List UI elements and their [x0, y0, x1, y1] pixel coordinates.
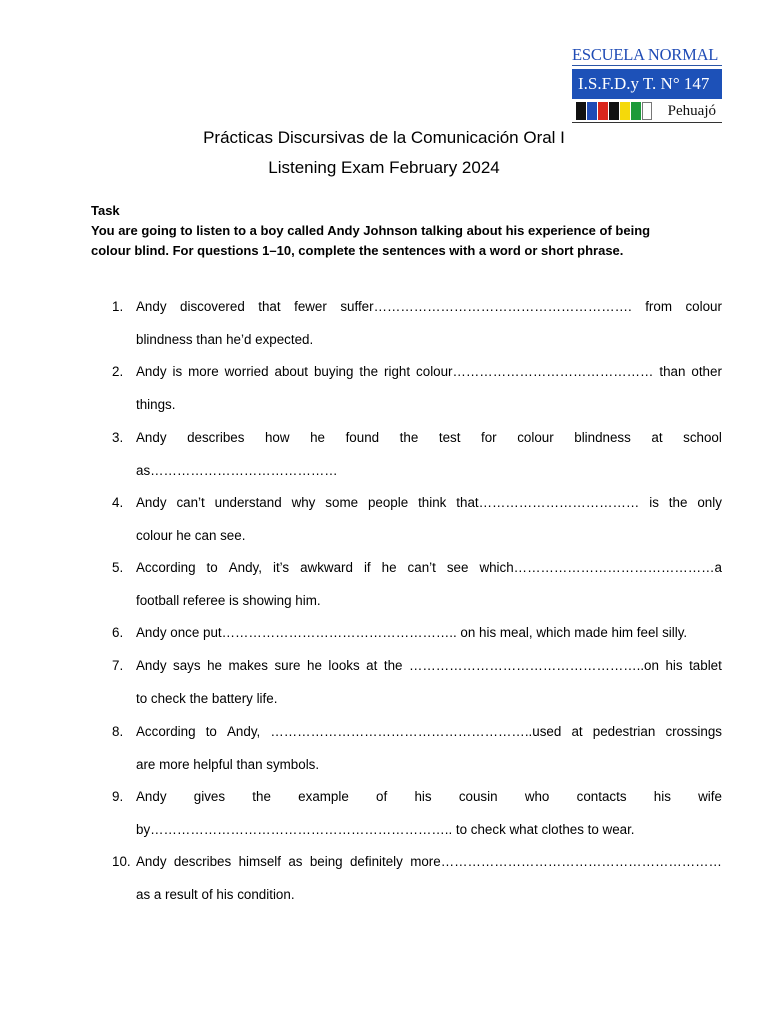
logo-color-stripes	[576, 102, 653, 120]
question-text-line	[136, 493, 722, 513]
question-word: Andy	[136, 364, 167, 379]
question-text-line	[136, 852, 722, 872]
question-word: he	[381, 560, 397, 575]
question-word: contacts	[576, 789, 627, 804]
question-word: colour	[685, 299, 722, 314]
question-text-line	[136, 297, 722, 317]
logo-institute-code: I.S.F.D.y T. N° 147	[572, 69, 722, 99]
question-word: Andy	[136, 789, 167, 804]
question-word: example	[298, 789, 349, 804]
question-text-line	[136, 722, 722, 742]
question-word: tablet	[689, 658, 722, 673]
question-word: right	[384, 364, 411, 379]
question-word: describes	[173, 854, 232, 869]
question-word: ……………………………………………..on	[408, 658, 659, 673]
question-word: wife	[698, 789, 722, 804]
question-word: …………………………………………………..used	[270, 724, 562, 739]
question-word: awkward	[300, 560, 353, 575]
logo-stripe	[598, 102, 608, 120]
logo-stripe	[642, 102, 652, 120]
question-text-line: are more helpful than symbols.	[136, 757, 320, 772]
question-word: of	[376, 789, 388, 804]
logo-footer	[572, 101, 722, 123]
logo-stripe	[576, 102, 586, 120]
question-word: Andy	[136, 658, 167, 673]
question-word: definitely	[349, 854, 403, 869]
question-word: According	[136, 560, 196, 575]
question-word: Andy	[136, 430, 167, 445]
question-word: Andy	[136, 299, 167, 314]
question-word: being	[309, 854, 343, 869]
question-word: he	[310, 430, 326, 445]
logo-stripe	[620, 102, 630, 120]
question-word: the	[383, 658, 403, 673]
question-word: is	[649, 495, 659, 510]
question-word: is	[172, 364, 183, 379]
question-word: who	[524, 789, 550, 804]
logo-stripe	[609, 102, 619, 120]
question-word: more………………………………………………………	[410, 854, 722, 869]
question-word: Andy	[136, 854, 167, 869]
question-text-line: as a result of his condition.	[136, 887, 295, 902]
question-word: colour	[517, 430, 554, 445]
question-text-line: Andy once put…………………………………………….. on his meal, which made him feel silly.	[136, 625, 688, 640]
question-word: for	[481, 430, 497, 445]
question-word: to	[205, 724, 217, 739]
question-word: the	[399, 430, 419, 445]
question-word: pedestrian	[592, 724, 656, 739]
question-number: 3.	[112, 430, 124, 445]
question-word: his	[414, 789, 432, 804]
school-logo	[572, 44, 722, 122]
question-word: can’t	[176, 495, 205, 510]
question-text-line: football referee is showing him.	[136, 593, 321, 608]
question-text-line: by………………………………………………………….. to check what clothes to wear.	[136, 822, 635, 837]
question-word: than	[659, 364, 686, 379]
question-word: if	[363, 560, 371, 575]
question-word: it’s	[272, 560, 290, 575]
question-word: blindness	[574, 430, 631, 445]
task-instructions	[91, 221, 691, 261]
page-title: Prácticas Discursivas de la Comunicación Oral I	[203, 128, 565, 147]
question-word: suffer………………………………………………….	[340, 299, 632, 314]
question-number: 1.	[112, 299, 124, 314]
question-text-line	[136, 428, 722, 448]
question-word: According	[136, 724, 196, 739]
logo-stripe	[631, 102, 641, 120]
question-word: buying	[313, 364, 354, 379]
question-number: 9.	[112, 789, 124, 804]
question-word: how	[264, 430, 290, 445]
question-word: found	[345, 430, 380, 445]
question-word: he	[207, 658, 222, 673]
question-word: fewer	[294, 299, 327, 314]
question-word: describes	[187, 430, 245, 445]
logo-city: Pehuajó	[667, 103, 716, 119]
question-number: 4.	[112, 495, 124, 510]
question-word: he	[307, 658, 322, 673]
question-word: which………………………………………a	[479, 560, 722, 575]
question-text-line: as……………………………………	[136, 463, 338, 478]
question-number: 10.	[112, 854, 131, 869]
question-word: himself	[238, 854, 281, 869]
question-word: Andy,	[227, 724, 261, 739]
question-word: crossings	[665, 724, 722, 739]
question-word: the	[359, 364, 379, 379]
question-number: 2.	[112, 364, 124, 379]
question-text-line: things.	[136, 397, 176, 412]
question-word: the	[668, 495, 688, 510]
question-word: discovered	[180, 299, 245, 314]
question-word: his	[665, 658, 683, 673]
question-word: at	[366, 658, 378, 673]
task-label: Task	[91, 203, 120, 218]
question-word: can’t	[407, 560, 436, 575]
logo-stripe	[587, 102, 597, 120]
question-word: makes	[228, 658, 268, 673]
question-text-line	[136, 558, 722, 578]
question-word: at	[571, 724, 583, 739]
question-word: at	[651, 430, 663, 445]
question-text-line	[136, 362, 722, 382]
question-word: his	[653, 789, 671, 804]
question-word: that	[258, 299, 281, 314]
question-number: 6.	[112, 625, 124, 640]
question-word: test	[438, 430, 461, 445]
question-word: only	[697, 495, 722, 510]
question-text-line: to check the battery life.	[136, 691, 278, 706]
question-word: see	[446, 560, 469, 575]
question-text-line	[136, 787, 722, 807]
question-word: to	[206, 560, 218, 575]
question-word: cousin	[458, 789, 498, 804]
task-instruction-line: colour blind. For questions 1–10, complete the sentences with a word or short phrase.	[91, 243, 624, 258]
logo-school-name: ESCUELA NORMAL	[572, 44, 722, 66]
question-text-line	[136, 656, 722, 676]
question-word: worried	[224, 364, 269, 379]
question-word: says	[173, 658, 201, 673]
exam-subtitle: Listening Exam February 2024	[268, 158, 500, 177]
question-word: looks	[328, 658, 360, 673]
question-text-line: blindness than he’d expected.	[136, 332, 314, 347]
question-word: more	[188, 364, 219, 379]
question-word: gives	[193, 789, 226, 804]
question-word: why	[291, 495, 316, 510]
question-number: 8.	[112, 724, 124, 739]
question-word: school	[683, 430, 722, 445]
question-word: Andy	[136, 495, 167, 510]
question-word: other	[691, 364, 722, 379]
question-word: understand	[214, 495, 282, 510]
question-word: that………………………………	[456, 495, 640, 510]
question-text-line: colour he can see.	[136, 528, 246, 543]
question-word: sure	[274, 658, 301, 673]
question-word: the	[252, 789, 271, 804]
question-word: people	[367, 495, 409, 510]
question-word: from	[645, 299, 672, 314]
question-word: some	[325, 495, 359, 510]
question-number: 5.	[112, 560, 124, 575]
question-number: 7.	[112, 658, 124, 673]
question-word: think	[418, 495, 447, 510]
question-word: Andy,	[228, 560, 262, 575]
task-instruction-line: You are going to listen to a boy called Andy Johnson talking about his experience of being	[91, 223, 651, 238]
question-word: about	[274, 364, 309, 379]
logo-divider	[572, 122, 722, 123]
question-word: colour………………………………………	[416, 364, 654, 379]
question-word: as	[288, 854, 303, 869]
